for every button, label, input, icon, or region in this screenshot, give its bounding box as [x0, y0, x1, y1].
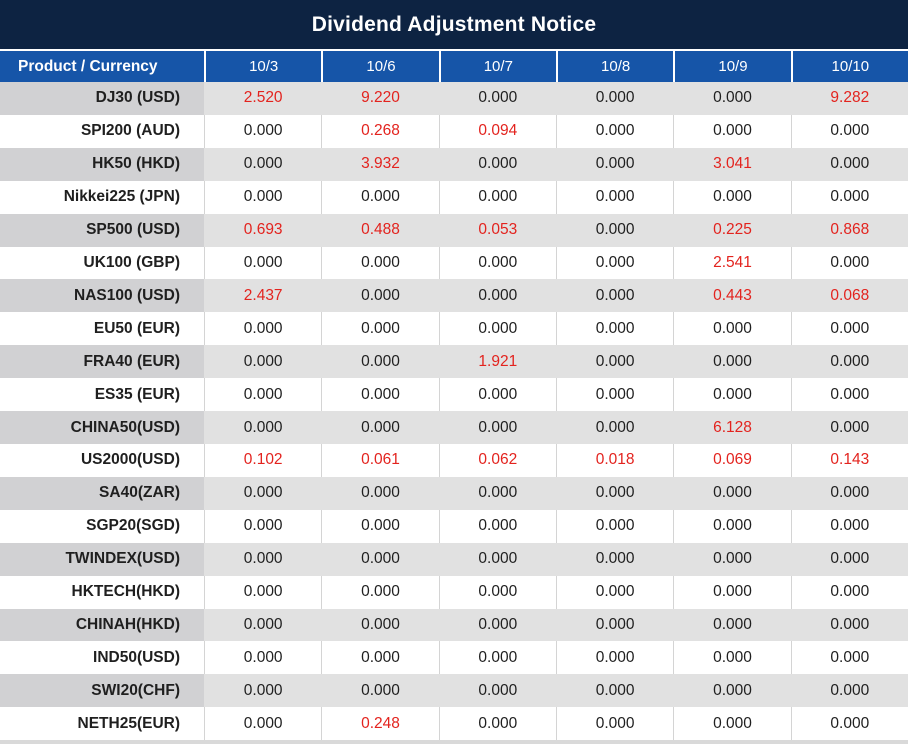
table-row [0, 148, 908, 181]
table-row [0, 477, 908, 510]
value-cell: 0.000 [673, 543, 790, 576]
value-cell: 0.000 [791, 345, 908, 378]
table-header-row [0, 51, 908, 82]
product-cell: SGP20(SGD) [0, 510, 204, 543]
value-cell: 0.000 [204, 576, 321, 609]
value-cell: 0.000 [556, 609, 673, 642]
value-cell: 0.000 [321, 411, 438, 444]
value-cell: 0.000 [439, 279, 556, 312]
product-cell: HKTECH(HKD) [0, 576, 204, 609]
bottom-strip [0, 740, 908, 744]
value-cell: 0.000 [556, 674, 673, 707]
value-cell: 0.068 [791, 279, 908, 312]
value-cell: 0.000 [673, 609, 790, 642]
table-row [0, 82, 908, 115]
product-cell: UK100 (GBP) [0, 247, 204, 280]
value-cell: 0.053 [439, 214, 556, 247]
value-cell: 0.000 [791, 674, 908, 707]
value-cell: 0.000 [439, 148, 556, 181]
value-cell: 0.000 [791, 510, 908, 543]
value-cell: 0.000 [556, 312, 673, 345]
value-cell: 0.000 [556, 510, 673, 543]
value-cell: 0.000 [321, 378, 438, 411]
column-header-date: 10/9 [673, 51, 790, 82]
value-cell: 0.000 [321, 576, 438, 609]
product-cell: HK50 (HKD) [0, 148, 204, 181]
value-cell: 2.520 [204, 82, 321, 115]
value-cell: 0.000 [673, 674, 790, 707]
value-cell: 0.000 [673, 576, 790, 609]
value-cell: 0.000 [556, 641, 673, 674]
value-cell: 0.000 [791, 707, 908, 740]
value-cell: 0.018 [556, 444, 673, 477]
value-cell: 0.000 [556, 378, 673, 411]
value-cell: 0.000 [556, 181, 673, 214]
value-cell: 0.000 [204, 707, 321, 740]
value-cell: 0.000 [556, 707, 673, 740]
product-cell: DJ30 (USD) [0, 82, 204, 115]
value-cell: 0.000 [321, 477, 438, 510]
value-cell: 0.000 [321, 510, 438, 543]
value-cell: 0.000 [204, 477, 321, 510]
column-header-product-currency: Product / Currency [18, 57, 158, 75]
value-cell: 0.000 [321, 247, 438, 280]
value-cell: 0.000 [321, 312, 438, 345]
value-cell: 0.000 [439, 674, 556, 707]
product-cell: US2000(USD) [0, 444, 204, 477]
value-cell: 0.000 [791, 641, 908, 674]
value-cell: 0.000 [791, 148, 908, 181]
value-cell: 0.000 [439, 609, 556, 642]
product-cell: SA40(ZAR) [0, 477, 204, 510]
value-cell: 0.000 [321, 641, 438, 674]
value-cell: 0.868 [791, 214, 908, 247]
column-header-date: 10/7 [439, 51, 556, 82]
value-cell: 0.000 [791, 543, 908, 576]
value-cell: 0.000 [673, 181, 790, 214]
product-cell: NAS100 (USD) [0, 279, 204, 312]
value-cell: 0.248 [321, 707, 438, 740]
value-cell: 0.000 [791, 312, 908, 345]
value-cell: 1.921 [439, 345, 556, 378]
table-row [0, 674, 908, 707]
value-cell: 0.000 [673, 510, 790, 543]
value-cell: 0.000 [556, 477, 673, 510]
value-cell: 0.143 [791, 444, 908, 477]
table-row [0, 641, 908, 674]
value-cell: 0.061 [321, 444, 438, 477]
value-cell: 0.000 [204, 181, 321, 214]
table-row [0, 609, 908, 642]
value-cell: 0.000 [321, 345, 438, 378]
value-cell: 0.000 [673, 477, 790, 510]
value-cell: 0.102 [204, 444, 321, 477]
value-cell: 0.488 [321, 214, 438, 247]
value-cell: 0.000 [204, 641, 321, 674]
table-row [0, 115, 908, 148]
value-cell: 0.000 [556, 82, 673, 115]
product-cell: TWINDEX(USD) [0, 543, 204, 576]
page-title: Dividend Adjustment Notice [311, 12, 597, 36]
value-cell: 0.268 [321, 115, 438, 148]
table-row [0, 378, 908, 411]
value-cell: 0.000 [791, 115, 908, 148]
value-cell: 0.000 [439, 641, 556, 674]
product-cell: SPI200 (AUD) [0, 115, 204, 148]
table-row [0, 312, 908, 345]
value-cell: 0.000 [439, 510, 556, 543]
value-cell: 0.000 [673, 345, 790, 378]
value-cell: 0.000 [791, 247, 908, 280]
column-header-date: 10/3 [204, 51, 321, 82]
product-cell: NETH25(EUR) [0, 707, 204, 740]
value-cell: 0.000 [204, 609, 321, 642]
product-cell: IND50(USD) [0, 641, 204, 674]
value-cell: 0.000 [791, 477, 908, 510]
value-cell: 0.000 [439, 411, 556, 444]
value-cell: 3.041 [673, 148, 790, 181]
value-cell: 2.437 [204, 279, 321, 312]
table-row [0, 510, 908, 543]
value-cell: 0.000 [321, 674, 438, 707]
value-cell: 0.000 [321, 543, 438, 576]
value-cell: 0.000 [673, 82, 790, 115]
product-cell: ES35 (EUR) [0, 378, 204, 411]
table-row [0, 345, 908, 378]
value-cell: 0.693 [204, 214, 321, 247]
value-cell: 0.000 [439, 576, 556, 609]
table-row [0, 576, 908, 609]
table-row [0, 411, 908, 444]
table-row [0, 214, 908, 247]
value-cell: 0.000 [204, 345, 321, 378]
column-header-date: 10/6 [321, 51, 438, 82]
value-cell: 3.932 [321, 148, 438, 181]
product-cell: SWI20(CHF) [0, 674, 204, 707]
table-row [0, 444, 908, 477]
value-cell: 0.000 [204, 543, 321, 576]
value-cell: 0.000 [204, 312, 321, 345]
value-cell: 0.000 [439, 707, 556, 740]
product-cell: FRA40 (EUR) [0, 345, 204, 378]
value-cell: 0.000 [439, 181, 556, 214]
value-cell: 0.000 [556, 345, 673, 378]
value-cell: 0.000 [673, 312, 790, 345]
value-cell: 0.000 [556, 214, 673, 247]
value-cell: 0.000 [439, 378, 556, 411]
table-row [0, 707, 908, 740]
value-cell: 0.000 [556, 279, 673, 312]
value-cell: 0.000 [791, 378, 908, 411]
table-body [0, 82, 908, 740]
value-cell: 0.000 [556, 115, 673, 148]
value-cell: 0.000 [439, 247, 556, 280]
value-cell: 0.000 [321, 609, 438, 642]
column-header-date: 10/10 [791, 51, 908, 82]
table-row [0, 279, 908, 312]
value-cell: 0.000 [791, 576, 908, 609]
product-cell: SP500 (USD) [0, 214, 204, 247]
value-cell: 0.000 [556, 247, 673, 280]
value-cell: 0.069 [673, 444, 790, 477]
value-cell: 0.000 [204, 411, 321, 444]
title-bar [0, 0, 908, 49]
value-cell: 0.000 [204, 115, 321, 148]
value-cell: 0.000 [439, 543, 556, 576]
value-cell: 0.000 [204, 674, 321, 707]
table-row [0, 181, 908, 214]
value-cell: 0.000 [321, 181, 438, 214]
value-cell: 0.000 [791, 609, 908, 642]
value-cell: 0.225 [673, 214, 790, 247]
value-cell: 0.000 [204, 148, 321, 181]
value-cell: 0.000 [556, 411, 673, 444]
product-cell: CHINAH(HKD) [0, 609, 204, 642]
value-cell: 9.220 [321, 82, 438, 115]
value-cell: 0.062 [439, 444, 556, 477]
value-cell: 0.000 [204, 247, 321, 280]
value-cell: 0.000 [791, 411, 908, 444]
product-cell: Nikkei225 (JPN) [0, 181, 204, 214]
value-cell: 9.282 [791, 82, 908, 115]
value-cell: 0.094 [439, 115, 556, 148]
value-cell: 0.000 [439, 477, 556, 510]
value-cell: 0.443 [673, 279, 790, 312]
value-cell: 0.000 [556, 576, 673, 609]
value-cell: 0.000 [556, 148, 673, 181]
table-row [0, 543, 908, 576]
column-header-date: 10/8 [556, 51, 673, 82]
value-cell: 0.000 [791, 181, 908, 214]
value-cell: 0.000 [556, 543, 673, 576]
product-cell: EU50 (EUR) [0, 312, 204, 345]
value-cell: 0.000 [673, 641, 790, 674]
product-cell: CHINA50(USD) [0, 411, 204, 444]
value-cell: 0.000 [673, 378, 790, 411]
table-row [0, 247, 908, 280]
value-cell: 2.541 [673, 247, 790, 280]
value-cell: 0.000 [673, 707, 790, 740]
value-cell: 0.000 [673, 115, 790, 148]
value-cell: 0.000 [204, 510, 321, 543]
value-cell: 6.128 [673, 411, 790, 444]
value-cell: 0.000 [439, 82, 556, 115]
value-cell: 0.000 [439, 312, 556, 345]
value-cell: 0.000 [204, 378, 321, 411]
value-cell: 0.000 [321, 279, 438, 312]
